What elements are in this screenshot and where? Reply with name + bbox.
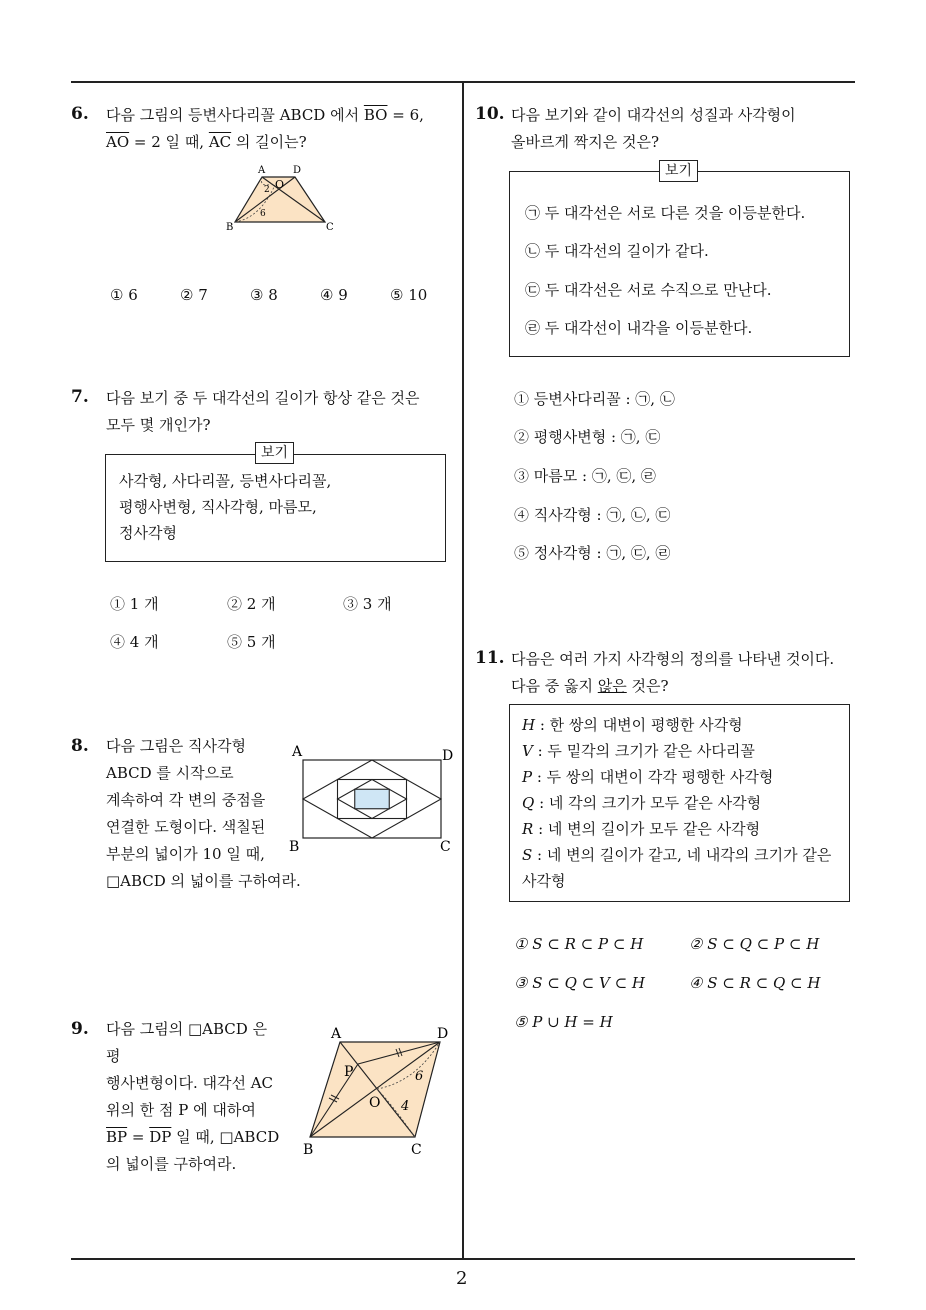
fig9-label-p: P	[344, 1064, 354, 1080]
question-10-text	[511, 102, 851, 156]
q7-box-line-1: 사각형, 사다리꼴, 등변사다리꼴,	[119, 472, 332, 490]
fig9-label-c: C	[411, 1142, 422, 1158]
q8-line-3: 계속하여 각 변의 중점을	[106, 791, 266, 809]
q7-line-1: 다음 보기 중 두 대각선의 길이가 항상 같은 것은	[106, 389, 420, 407]
segment-bp: $\overline{BP}$	[106, 1128, 128, 1146]
q10-box-line-3: ㉢ 두 대각선은 서로 수직으로 만난다.	[525, 281, 772, 299]
question-7-text	[106, 385, 446, 439]
question-8-text	[106, 733, 306, 895]
q7-choice-5[interactable]: ⑤ 5 개	[227, 633, 276, 651]
nested-rectangles-figure	[286, 740, 458, 856]
symbol-h: H	[522, 716, 536, 734]
q11-def-p	[522, 767, 773, 787]
q11-def-r	[522, 819, 760, 839]
q10-choice-1[interactable]: ① 등변사다리꼴 : ㉠, ㉡	[514, 390, 675, 408]
symbol-v: V	[522, 742, 533, 760]
q7-choice-3[interactable]: ③ 3 개	[343, 595, 392, 613]
q11-def-v	[522, 741, 755, 761]
q9-line-4b: 일 때, □ABCD	[171, 1128, 280, 1146]
q9-line-2: 행사변형이다. 대각선 AC	[106, 1074, 274, 1092]
question-11-number: 11.	[475, 648, 505, 668]
q10-box-line-2: ㉡ 두 대각선의 길이가 같다.	[525, 242, 709, 260]
q11-choice-1[interactable]: ① S ⊂ R ⊂ P ⊂ H	[514, 935, 644, 953]
q11-choice-5[interactable]: ⑤ P ∪ H = H	[514, 1013, 613, 1031]
def-q-text: : 네 각의 크기가 모두 같은 사각형	[534, 794, 762, 812]
q7-box-title: 보기	[255, 442, 294, 464]
fig6-label-o: O	[275, 178, 285, 191]
question-10-number: 10.	[475, 104, 505, 124]
segment-dp: $\overline{DP}$	[149, 1128, 172, 1146]
q10-box-title: 보기	[659, 160, 698, 182]
segment-ao: $\overline{AO}$	[106, 133, 130, 151]
fig6-label-b: B	[226, 222, 234, 233]
question-8-number: 8.	[71, 736, 89, 756]
q9-line-5: 의 넓이를 구하여라.	[106, 1155, 237, 1173]
question-11-text	[511, 646, 856, 700]
q6-choice-3[interactable]: ③ 8	[250, 286, 278, 304]
question-9-number: 9.	[71, 1019, 89, 1039]
fig8-label-a: A	[292, 744, 303, 760]
fig9-label-d: D	[437, 1026, 449, 1042]
fig9-label-b: B	[303, 1142, 314, 1158]
q6-choice-1[interactable]: ① 6	[110, 286, 138, 304]
q8-line-6: □ABCD 의 넓이를 구하여라.	[106, 872, 301, 890]
q11-underlined-word: 않은	[597, 677, 627, 695]
q9-line-1: 다음 그림의 □ABCD 은 평	[106, 1020, 268, 1065]
fig6-label-6: 6	[260, 209, 266, 219]
symbol-s: S	[522, 846, 533, 864]
page-number: 2	[456, 1268, 468, 1289]
q7-line-2: 모두 몇 개인가?	[106, 416, 211, 434]
q6-choice-2[interactable]: ② 7	[180, 286, 208, 304]
symbol-p: P	[522, 768, 533, 786]
fig8-label-d: D	[442, 748, 454, 764]
q8-line-4: 연결한 도형이다. 색칠된	[106, 818, 266, 836]
fig9-label-a: A	[331, 1026, 342, 1042]
q11-def-s-cont: 사각형	[522, 872, 566, 890]
q11-choice-4[interactable]: ④ S ⊂ R ⊂ Q ⊂ H	[689, 974, 821, 992]
trapezoid-figure	[215, 160, 345, 240]
q6-choice-5[interactable]: ⑤ 10	[390, 286, 428, 304]
segment-bo: $\overline{BO}$	[363, 106, 388, 124]
question-7-number: 7.	[71, 387, 89, 407]
q6-text-3: = 2 일 때,	[129, 133, 209, 151]
def-r-text: : 네 변의 길이가 모두 같은 사각형	[533, 820, 761, 838]
q10-choice-4[interactable]: ④ 직사각형 : ㉠, ㉡, ㉢	[514, 506, 671, 524]
fig9-label-4: 4	[401, 1099, 410, 1114]
q6-text-2: = 6,	[387, 106, 424, 124]
q9-line-3: 위의 한 점 P 에 대하여	[106, 1101, 256, 1119]
def-h-text: : 한 쌍의 대변이 평행한 사각형	[535, 716, 743, 734]
segment-ac: $\overline{AC}$	[208, 133, 232, 151]
fig8-label-c: C	[440, 839, 451, 855]
q11-def-s	[522, 845, 831, 865]
q10-line-2: 올바르게 짝지은 것은?	[511, 133, 659, 151]
question-9-text	[106, 1016, 286, 1178]
fig6-label-c: C	[326, 222, 334, 233]
question-6-text	[106, 102, 446, 156]
q10-line-1: 다음 보기와 같이 대각선의 성질과 사각형이	[511, 106, 796, 124]
fig8-label-b: B	[289, 839, 300, 855]
q6-choice-4[interactable]: ④ 9	[320, 286, 348, 304]
q10-choice-2[interactable]: ② 평행사변형 : ㉠, ㉢	[514, 428, 661, 446]
q10-choice-3[interactable]: ③ 마름모 : ㉠, ㉢, ㉣	[514, 467, 656, 485]
def-p-text: : 두 쌍의 대변이 각각 평행한 사각형	[532, 768, 774, 786]
q11-line-1: 다음은 여러 가지 사각형의 정의를 나타낸 것이다.	[511, 650, 835, 668]
q11-choice-2[interactable]: ② S ⊂ Q ⊂ P ⊂ H	[689, 935, 820, 953]
q6-text-4: 의 길이는?	[231, 133, 307, 151]
column-divider	[462, 82, 464, 1260]
q10-choice-5[interactable]: ⑤ 정사각형 : ㉠, ㉢, ㉣	[514, 544, 671, 562]
q8-line-5: 부분의 넓이가 10 일 때,	[106, 845, 265, 863]
question-6-number: 6.	[71, 104, 89, 124]
parallelogram-figure	[295, 1022, 460, 1162]
q11-choice-3[interactable]: ③ S ⊂ Q ⊂ V ⊂ H	[514, 974, 646, 992]
q11-def-q	[522, 793, 761, 813]
q10-box-line-4: ㉣ 두 대각선이 내각을 이등분한다.	[525, 319, 753, 337]
shaded-rect	[355, 789, 390, 809]
def-s-text: : 네 변의 길이가 같고, 네 내각의 크기가 같은	[532, 846, 832, 864]
symbol-r: R	[522, 820, 534, 838]
fig9-label-6: 6	[415, 1069, 424, 1084]
bottom-rule	[71, 1258, 855, 1260]
q9-line-4a: =	[127, 1128, 150, 1146]
q7-box-line-2: 평행사변형, 직사각형, 마름모,	[119, 498, 317, 516]
q8-line-2: ABCD 를 시작으로	[106, 764, 234, 782]
q11-line-2b: 것은?	[626, 677, 669, 695]
symbol-q: Q	[522, 794, 535, 812]
fig6-label-a: A	[258, 165, 266, 176]
q7-box-line-3: 정사각형	[119, 524, 177, 542]
q11-line-2a: 다음 중 옳지	[511, 677, 598, 695]
def-v-text: : 두 밑각의 크기가 같은 사다리꼴	[532, 742, 755, 760]
q7-choice-4[interactable]: ④ 4 개	[110, 633, 159, 651]
fig9-label-o: O	[369, 1095, 381, 1111]
fig6-label-d: D	[293, 165, 302, 176]
q11-def-h	[522, 715, 743, 735]
q7-choice-2[interactable]: ② 2 개	[227, 595, 276, 613]
q10-box-line-1: ㉠ 두 대각선은 서로 다른 것을 이등분한다.	[525, 204, 806, 222]
q8-line-1: 다음 그림은 직사각형	[106, 737, 246, 755]
q7-choice-1[interactable]: ① 1 개	[110, 595, 159, 613]
q6-text-1: 다음 그림의 등변사다리꼴 ABCD 에서	[106, 106, 364, 124]
fig6-label-2: 2	[264, 185, 270, 195]
